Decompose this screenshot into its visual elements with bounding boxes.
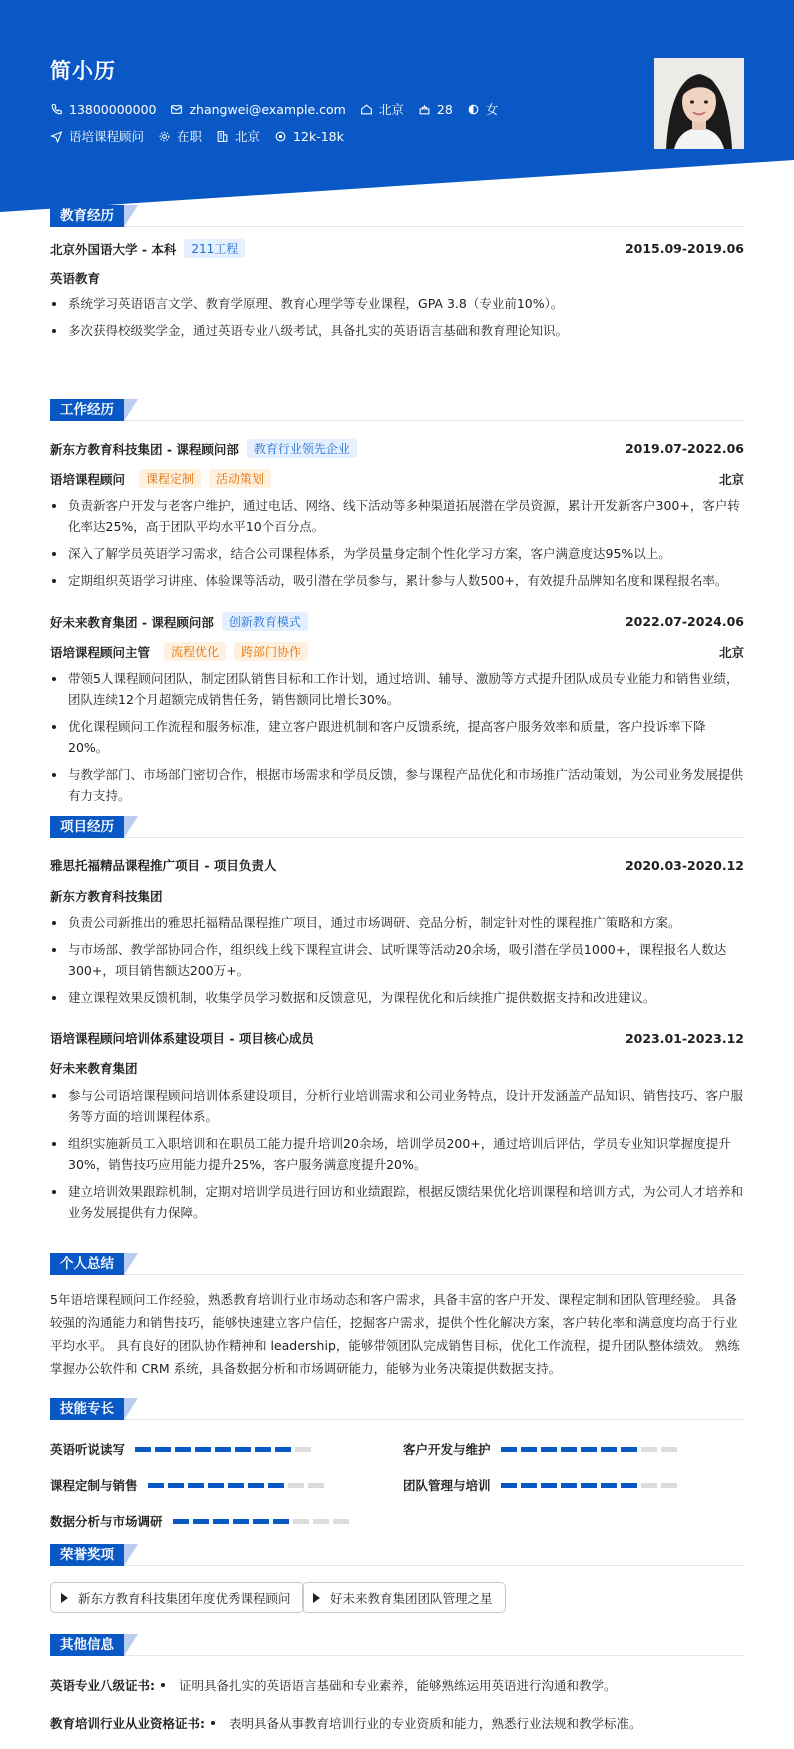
list-item: 带领5人课程顾问团队，制定团队销售目标和工作计划，通过培训、辅导、激励等方式提升团队成员专业能力和销售业绩，团队连续12个月超额完成销售任务，销售额同比增长30%。 bbox=[50, 668, 744, 710]
skills-title-bar bbox=[50, 1398, 744, 1420]
gender-text: 女 bbox=[485, 102, 499, 117]
skill-level-segment bbox=[541, 1447, 557, 1452]
age-text: 28 bbox=[436, 101, 453, 117]
skill-name: 课程定制与销售 bbox=[50, 1478, 138, 1493]
skill-level-segment bbox=[208, 1483, 224, 1488]
work-section bbox=[50, 399, 744, 803]
cake-icon bbox=[418, 103, 431, 116]
education-title bbox=[50, 205, 124, 227]
skills-title-text: 技能专长 bbox=[60, 1401, 114, 1417]
skill-level-segment bbox=[561, 1483, 577, 1488]
skill-item bbox=[50, 1476, 328, 1494]
skill-item bbox=[403, 1440, 681, 1458]
skill-level-segment bbox=[155, 1447, 171, 1452]
skill-name: 英语听说读写 bbox=[50, 1442, 126, 1457]
skill-level-segment bbox=[521, 1483, 537, 1488]
role-tag: 活动策划 bbox=[209, 469, 271, 488]
other-key: 英语专业八级证书: bbox=[50, 1678, 155, 1693]
projects-title-text: 项目经历 bbox=[60, 819, 114, 835]
other-title bbox=[50, 1634, 124, 1656]
job-target-item bbox=[50, 127, 144, 145]
target-city-text: 北京 bbox=[235, 129, 261, 144]
skill-level-segment bbox=[228, 1483, 244, 1488]
resume-header bbox=[0, 0, 794, 212]
skill-name: 客户开发与维护 bbox=[403, 1442, 491, 1457]
skill-level-segment bbox=[248, 1483, 264, 1488]
other-value: 表明具备从事教育培训行业的专业资质和能力，熟悉行业法规和教学标准。 bbox=[229, 1716, 642, 1731]
project-1-head bbox=[50, 1029, 744, 1047]
project-date: 2023.01-2023.12 bbox=[624, 1030, 744, 1046]
role-name: 语培课程顾问主管 bbox=[50, 644, 151, 660]
skill-level-segment bbox=[641, 1483, 657, 1488]
award-chip bbox=[302, 1582, 506, 1613]
other-section bbox=[50, 1634, 744, 1744]
project-name: 语培课程顾问培训体系建设项目 - 项目核心成员 bbox=[50, 1031, 314, 1046]
portrait-illustration bbox=[654, 58, 744, 149]
play-icon bbox=[61, 1593, 68, 1603]
mail-icon bbox=[170, 103, 183, 116]
skill-level-segment bbox=[561, 1447, 577, 1452]
project-0-head bbox=[50, 856, 744, 874]
skill-item bbox=[50, 1512, 353, 1530]
skill-level-segment bbox=[601, 1483, 617, 1488]
skill-level-segment bbox=[193, 1519, 209, 1524]
role-name: 语培课程顾问 bbox=[50, 471, 126, 487]
summary-text: 5年语培课程顾问工作经验，熟悉教育培训行业市场动态和客户需求，具备丰富的客户开发、课程定制和团队管理经验。 具备较强的沟通能力和销售技巧，能够快速建立客户信任，挖掘客户需求，提供个性化解决方案，客户转化率和满意度均高于行业平均水平。 具有良好的团队协作精神和 leadership，能够带领团队完成销售目标，优化工作流程，提升团队整体绩效。 熟练掌握办公软件和 CRM 系统，具备数据分析和市场调研能力，能够为业务决策提供数据支持。 bbox=[50, 1292, 740, 1376]
project-0-bullets bbox=[50, 912, 744, 1014]
other-key: 教育培训行业从业资格证书: bbox=[50, 1716, 205, 1731]
skill-level-bar bbox=[173, 1519, 353, 1524]
school-name: 北京外国语大学 - 本科 bbox=[50, 241, 177, 257]
other-item bbox=[50, 1714, 642, 1732]
skill-level-segment bbox=[581, 1483, 597, 1488]
awards-title-text: 荣誉奖项 bbox=[60, 1547, 114, 1563]
awards-section bbox=[50, 1544, 744, 1614]
work-date: 2022.07-2024.06 bbox=[624, 614, 744, 629]
other-title-text: 其他信息 bbox=[60, 1637, 114, 1653]
skill-level-segment bbox=[173, 1519, 189, 1524]
work-title-text: 工作经历 bbox=[60, 402, 114, 418]
project-date: 2020.03-2020.12 bbox=[624, 857, 744, 873]
status-item bbox=[158, 127, 202, 145]
skill-level-segment bbox=[188, 1483, 204, 1488]
skill-level-segment bbox=[195, 1447, 211, 1452]
skill-level-segment bbox=[313, 1519, 329, 1524]
education-title-bar bbox=[50, 205, 744, 227]
skill-level-segment bbox=[641, 1447, 657, 1452]
company-tag: 创新教育模式 bbox=[222, 612, 308, 631]
work-1-head bbox=[50, 612, 744, 631]
major-name: 英语教育 bbox=[50, 271, 101, 286]
salary-text: 12k-18k bbox=[293, 128, 344, 144]
skill-level-segment bbox=[601, 1447, 617, 1452]
awards-title bbox=[50, 1544, 124, 1566]
other-item bbox=[50, 1676, 617, 1694]
work-title bbox=[50, 399, 124, 421]
skill-level-segment bbox=[501, 1483, 517, 1488]
school-tag: 211工程 bbox=[184, 239, 245, 258]
education-title-text: 教育经历 bbox=[60, 208, 114, 224]
skill-level-bar bbox=[501, 1447, 681, 1452]
phone-icon bbox=[50, 103, 63, 116]
skill-level-segment bbox=[215, 1447, 231, 1452]
role-tag: 流程优化 bbox=[164, 642, 226, 661]
home-icon bbox=[360, 103, 373, 116]
list-item: 多次获得校级奖学金，通过英语专业八级考试，具备扎实的英语语言基础和教育理论知识。 bbox=[50, 320, 744, 341]
phone-item bbox=[50, 102, 156, 117]
company-name: 好未来教育集团 - 课程顾问部 bbox=[50, 614, 214, 630]
status-text: 在职 bbox=[177, 129, 203, 144]
project-org: 好未来教育集团 bbox=[50, 1061, 138, 1076]
work-title-bar bbox=[50, 399, 744, 421]
list-item: 与教学部门、市场部门密切合作，根据市场需求和学员反馈，参与课程产品优化和市场推广活动策划，为公司业务发展提供有力支持。 bbox=[50, 764, 744, 806]
list-item: 负责公司新推出的雅思托福精品课程推广项目，通过市场调研、竞品分析，制定针对性的课程推广策略和方案。 bbox=[50, 912, 744, 933]
skill-level-segment bbox=[308, 1483, 324, 1488]
skill-level-segment bbox=[288, 1483, 304, 1488]
bullet-dot bbox=[161, 1683, 165, 1687]
summary-section bbox=[50, 1253, 744, 1383]
skill-level-segment bbox=[168, 1483, 184, 1488]
skill-level-segment bbox=[333, 1519, 349, 1524]
project-org: 新东方教育科技集团 bbox=[50, 889, 163, 904]
skill-level-segment bbox=[661, 1447, 677, 1452]
projects-title bbox=[50, 816, 124, 838]
list-item: 系统学习英语语言文学、教育学原理、教育心理学等专业课程，GPA 3.8（专业前10%）。 bbox=[50, 293, 744, 314]
list-item: 参与公司语培课程顾问培训体系建设项目，分析行业培训需求和公司业务特点，设计开发涵盖产品知识、销售技巧、客户服务等方面的培训课程体系。 bbox=[50, 1085, 744, 1127]
skill-level-segment bbox=[273, 1519, 289, 1524]
skill-level-segment bbox=[501, 1447, 517, 1452]
skill-level-segment bbox=[135, 1447, 151, 1452]
award-text: 新东方教育科技集团年度优秀课程顾问 bbox=[78, 1590, 291, 1606]
list-item: 深入了解学员英语学习需求，结合公司课程体系，为学员量身定制个性化学习方案，客户满意度达95%以上。 bbox=[50, 543, 744, 564]
candidate-name: 简小历 bbox=[50, 59, 116, 83]
skill-level-segment bbox=[541, 1483, 557, 1488]
skill-level-segment bbox=[268, 1483, 284, 1488]
skill-level-segment bbox=[275, 1447, 291, 1452]
list-item: 建立培训效果跟踪机制，定期对培训学员进行回访和业绩跟踪，根据反馈结果优化培训课程和培训方式，为公司人才培养和业务发展提供有力保障。 bbox=[50, 1181, 744, 1223]
work-0-head bbox=[50, 439, 744, 458]
work-0-role bbox=[50, 469, 744, 488]
skill-level-segment bbox=[213, 1519, 229, 1524]
gender-item bbox=[467, 100, 499, 118]
work-1-role bbox=[50, 642, 744, 661]
gear-icon bbox=[158, 130, 171, 143]
award-text: 好未来教育集团团队管理之星 bbox=[330, 1590, 493, 1606]
skill-level-segment bbox=[175, 1447, 191, 1452]
skill-level-segment bbox=[621, 1483, 637, 1488]
contact-row bbox=[50, 100, 512, 118]
skill-level-bar bbox=[501, 1483, 681, 1488]
skill-level-bar bbox=[135, 1447, 315, 1452]
city-item bbox=[360, 100, 404, 118]
list-item: 组织实施新员工入职培训和在职员工能力提升培训20余场，培训学员200+，通过培训后评估，学员专业知识掌握度提升30%，销售技巧应用能力提升25%，客户服务满意度提升20%。 bbox=[50, 1133, 744, 1175]
skill-level-segment bbox=[295, 1447, 311, 1452]
target-city-item bbox=[216, 127, 260, 145]
work-date: 2019.07-2022.06 bbox=[624, 441, 744, 456]
skills-section bbox=[50, 1398, 744, 1528]
project-1-bullets bbox=[50, 1085, 744, 1229]
skill-item bbox=[50, 1440, 315, 1458]
education-bullets bbox=[50, 293, 744, 347]
list-item: 与市场部、教学部协同合作，组织线上线下课程宣讲会、试听课等活动20余场，吸引潜在学员1000+，课程报名人数达300+，项目销售额达200万+。 bbox=[50, 939, 744, 981]
role-tag: 课程定制 bbox=[139, 469, 201, 488]
gender-icon bbox=[467, 103, 480, 116]
list-item: 定期组织英语学习讲座、体验课等活动，吸引潜在学员参与，累计参与人数500+，有效提升品牌知名度和课程报名率。 bbox=[50, 570, 744, 591]
job-target-text: 语培课程顾问 bbox=[69, 129, 145, 144]
skill-level-segment bbox=[621, 1447, 637, 1452]
skill-level-segment bbox=[233, 1519, 249, 1524]
project-name: 雅思托福精品课程推广项目 - 项目负责人 bbox=[50, 858, 277, 873]
education-head bbox=[50, 239, 744, 258]
skill-name: 团队管理与培训 bbox=[403, 1478, 491, 1493]
award-chip bbox=[50, 1582, 304, 1613]
coin-icon bbox=[274, 130, 287, 143]
skill-level-bar bbox=[148, 1483, 328, 1488]
intent-row bbox=[50, 127, 358, 145]
play-icon bbox=[313, 1593, 320, 1603]
send-icon bbox=[50, 130, 63, 143]
email-item bbox=[170, 102, 345, 117]
education-date: 2015.09-2019.06 bbox=[624, 241, 744, 256]
company-tag: 教育行业领先企业 bbox=[247, 439, 357, 458]
skill-level-segment bbox=[148, 1483, 164, 1488]
city-text: 北京 bbox=[378, 102, 404, 117]
work-1-bullets bbox=[50, 668, 744, 812]
projects-section bbox=[50, 816, 744, 1226]
bullet-dot bbox=[211, 1721, 215, 1725]
education-section bbox=[50, 205, 744, 345]
age-item bbox=[418, 102, 453, 117]
work-location: 北京 bbox=[718, 644, 744, 660]
summary-title-bar bbox=[50, 1253, 744, 1275]
work-0-bullets bbox=[50, 495, 744, 597]
salary-item bbox=[274, 129, 344, 144]
skill-name: 数据分析与市场调研 bbox=[50, 1514, 163, 1529]
skills-title bbox=[50, 1398, 124, 1420]
list-item: 优化课程顾问工作流程和服务标准，建立客户跟进机制和客户反馈系统，提高客户服务效率和质量，客户投诉率下降20%。 bbox=[50, 716, 744, 758]
summary-title-text: 个人总结 bbox=[60, 1256, 114, 1272]
other-value: 证明具备扎实的英语语言基础和专业素养，能够熟练运用英语进行沟通和教学。 bbox=[179, 1678, 617, 1693]
skill-level-segment bbox=[293, 1519, 309, 1524]
projects-title-bar bbox=[50, 816, 744, 838]
list-item: 建立课程效果反馈机制，收集学员学习数据和反馈意见，为课程优化和后续推广提供数据支持和改进建议。 bbox=[50, 987, 744, 1008]
skill-level-segment bbox=[255, 1447, 271, 1452]
summary-title bbox=[50, 1253, 124, 1275]
company-name: 新东方教育科技集团 - 课程顾问部 bbox=[50, 441, 239, 457]
skill-item bbox=[403, 1476, 681, 1494]
skill-level-segment bbox=[235, 1447, 251, 1452]
profile-photo bbox=[654, 58, 744, 149]
skill-level-segment bbox=[661, 1483, 677, 1488]
skill-level-segment bbox=[521, 1447, 537, 1452]
work-location: 北京 bbox=[718, 471, 744, 487]
role-tag: 跨部门协作 bbox=[234, 642, 308, 661]
list-item: 负责新客户开发与老客户维护，通过电话、网络、线下活动等多种渠道拓展潜在学员资源，累计开发新客户300+，客户转化率达25%，高于团队平均水平10个百分点。 bbox=[50, 495, 744, 537]
skill-level-segment bbox=[253, 1519, 269, 1524]
phone-text: 13800000000 bbox=[69, 101, 157, 117]
skill-level-segment bbox=[581, 1447, 597, 1452]
email-text: zhangwei@example.com bbox=[189, 101, 346, 117]
awards-title-bar bbox=[50, 1544, 744, 1566]
other-title-bar bbox=[50, 1634, 744, 1656]
building-icon bbox=[216, 130, 229, 143]
